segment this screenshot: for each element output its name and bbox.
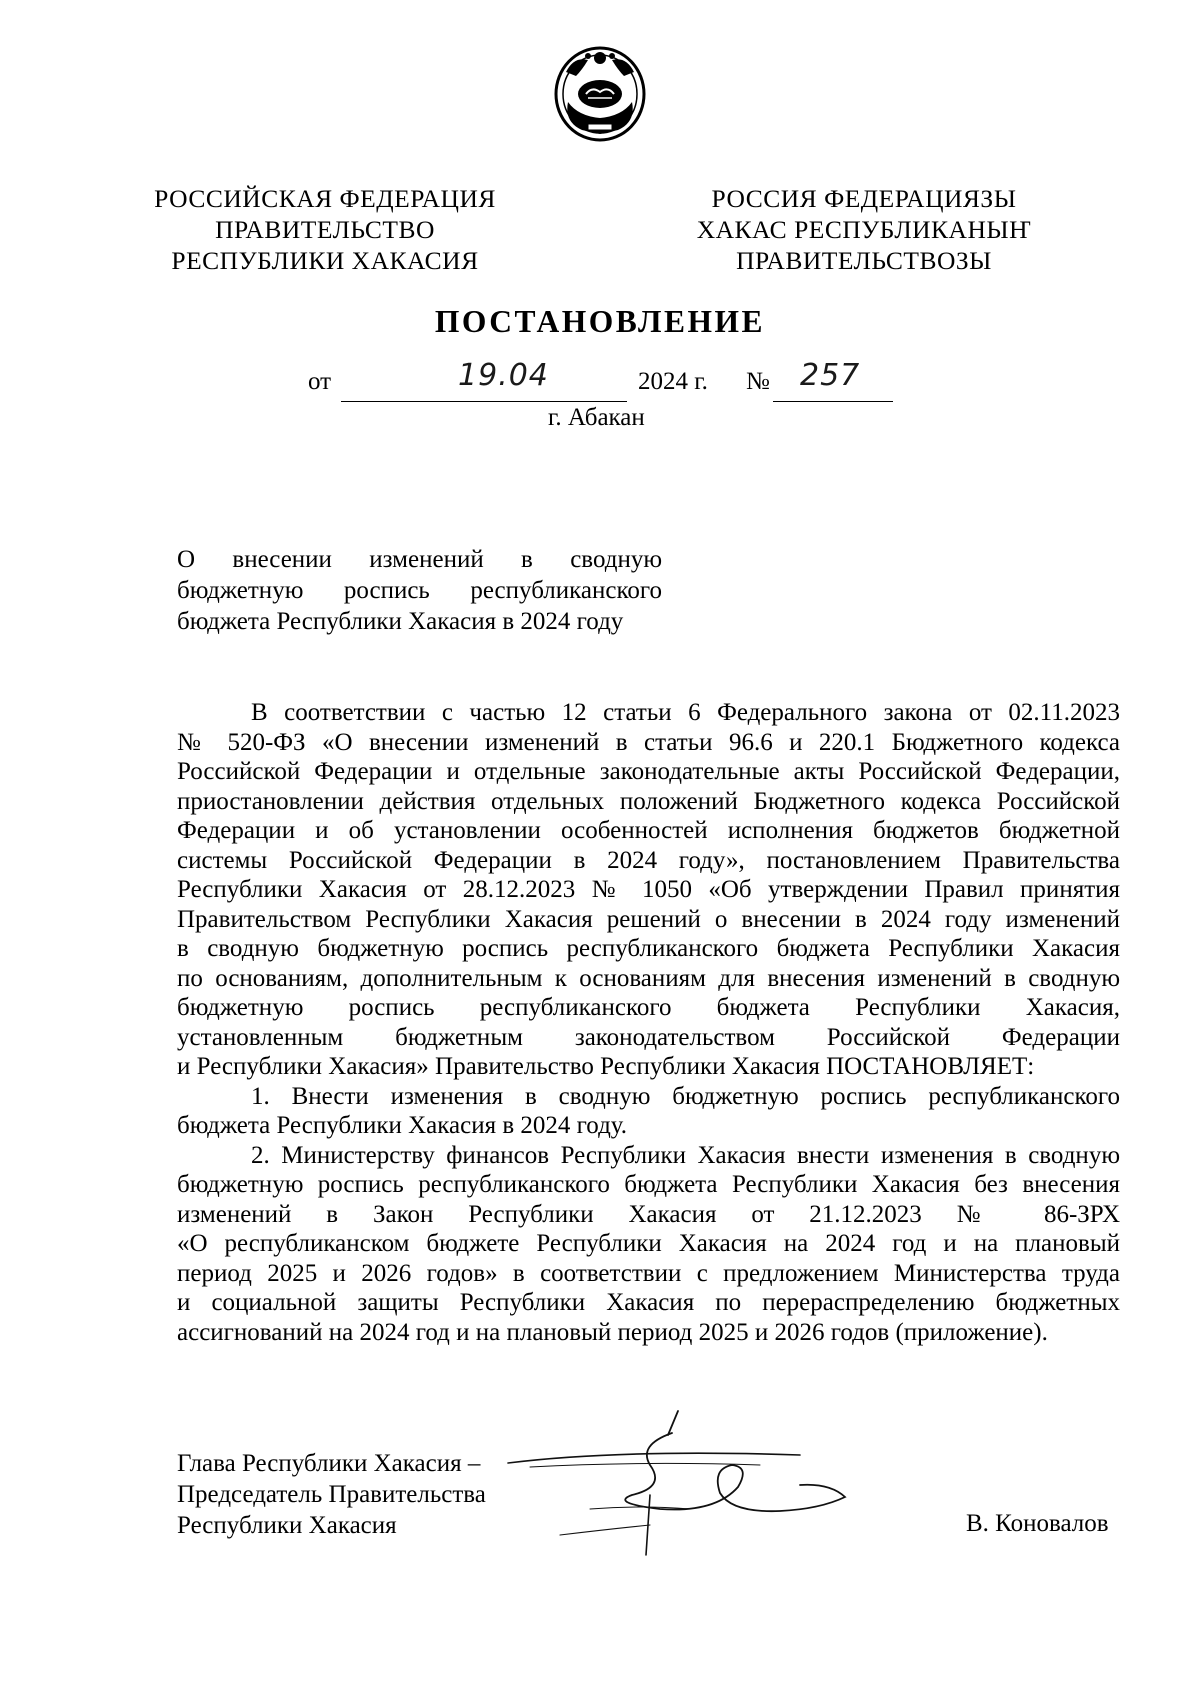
handwritten-date: 19.04 xyxy=(458,358,549,393)
body-line: 1. Внести изменения в сводную бюджетную роспись республиканского xyxy=(251,1082,1120,1110)
subject-line: О внесении изменений в сводную xyxy=(177,546,662,573)
document-title: ПОСТАНОВЛЕНИЕ xyxy=(434,304,766,339)
body-line: приостановлении действия отдельных положений Бюджетного кодекса Российской xyxy=(177,787,1120,815)
body-line: Федерации и об установлении особенностей исполнения бюджетов бюджетной xyxy=(177,817,1120,844)
body-line: бюджетную роспись республиканского бюджета Республики Хакасия, xyxy=(177,994,1120,1021)
city: г. Абакан xyxy=(548,404,645,431)
body-line: бюджета Республики Хакасия в 2024 году. xyxy=(177,1112,628,1139)
body-line: № 520-ФЗ «О внесении изменений в статьи 96.6 и 220.1 Бюджетного кодекса xyxy=(177,728,1120,756)
header-right-line: ХАКАС РЕСПУБЛИКАНЫҤ xyxy=(696,215,1032,244)
body-line: системы Российской Федерации в 2024 году», постановлением Правительства xyxy=(177,846,1120,874)
header-left-line: ПРАВИТЕЛЬСТВО xyxy=(215,215,435,244)
body-line: Правительством Республики Хакасия решений о внесении в 2024 году изменений xyxy=(177,905,1120,933)
header-left-line: РЕСПУБЛИКИ ХАКАСИЯ xyxy=(171,246,479,275)
signature-block xyxy=(177,1448,486,1541)
body-line: 2. Министерству финансов Республики Хакасия внести изменения в сводную xyxy=(251,1141,1120,1169)
header-left-line: РОССИЙСКАЯ ФЕДЕРАЦИЯ xyxy=(154,184,496,213)
body-line: и социальной защиты Республики Хакасия по перераспределению бюджетных xyxy=(177,1289,1120,1316)
body-line: изменений в Закон Республики Хакасия от 21.12.2023 № 86-ЗРХ xyxy=(177,1200,1120,1228)
body-line: установленным бюджетным законодательством Российской Федерации xyxy=(177,1023,1120,1051)
document-body xyxy=(177,698,1120,1347)
subject-line: бюджета Республики Хакасия в 2024 году xyxy=(177,608,624,635)
body-line: и Республики Хакасия» Правительство Республики Хакасия ПОСТАНОВЛЯЕТ: xyxy=(177,1053,1035,1080)
signatory-name: В. Коновалов xyxy=(966,1510,1109,1537)
signatory-title-line: Председатель Правительства xyxy=(177,1481,486,1508)
header-left xyxy=(140,183,510,276)
signatory-title-line: Республики Хакасия xyxy=(177,1512,397,1539)
signatory-title-line: Глава Республики Хакасия – xyxy=(177,1450,481,1477)
body-line: ассигнований на 2024 год и на плановый период 2025 и 2026 годов (приложение). xyxy=(177,1318,1048,1346)
document-subject xyxy=(177,544,662,637)
body-line: по основаниям, дополнительным к основаниям для внесения изменений в сводную xyxy=(177,964,1120,992)
body-line: в сводную бюджетную роспись республиканского бюджета Республики Хакасия xyxy=(177,935,1120,962)
body-line: Российской Федерации и отдельные законодательные акты Российской Федерации, xyxy=(177,758,1120,785)
handwritten-signature xyxy=(500,1405,860,1570)
body-line: бюджетную роспись республиканского бюджета Республики Хакасия без внесения xyxy=(177,1171,1120,1198)
date-from-label: от xyxy=(308,368,332,395)
body-line: период 2025 и 2026 годов» в соответствии с предложением Министерства труда xyxy=(177,1259,1120,1287)
body-line: «О республиканском бюджете Республики Хакасия на 2024 год и на плановый xyxy=(177,1230,1120,1257)
header-right-line: ПРАВИТЕЛЬСТВОЗЫ xyxy=(736,246,992,275)
date-year: 2024 г. xyxy=(638,368,708,395)
body-line: Республики Хакасия от 28.12.2023 № 1050 «Об утверждении Правил принятия xyxy=(177,876,1120,903)
coat-of-arms-icon xyxy=(552,42,648,142)
subject-line: бюджетную роспись республиканского xyxy=(177,577,662,604)
body-line: В соответствии с частью 12 статьи 6 Федерального закона от 02.11.2023 xyxy=(251,699,1120,726)
number-label: № xyxy=(746,368,770,395)
header-right-line: РОССИЯ ФЕДЕРАЦИЯЗЫ xyxy=(711,184,1017,213)
handwritten-number: 257 xyxy=(800,358,861,393)
header-right xyxy=(676,183,1052,276)
